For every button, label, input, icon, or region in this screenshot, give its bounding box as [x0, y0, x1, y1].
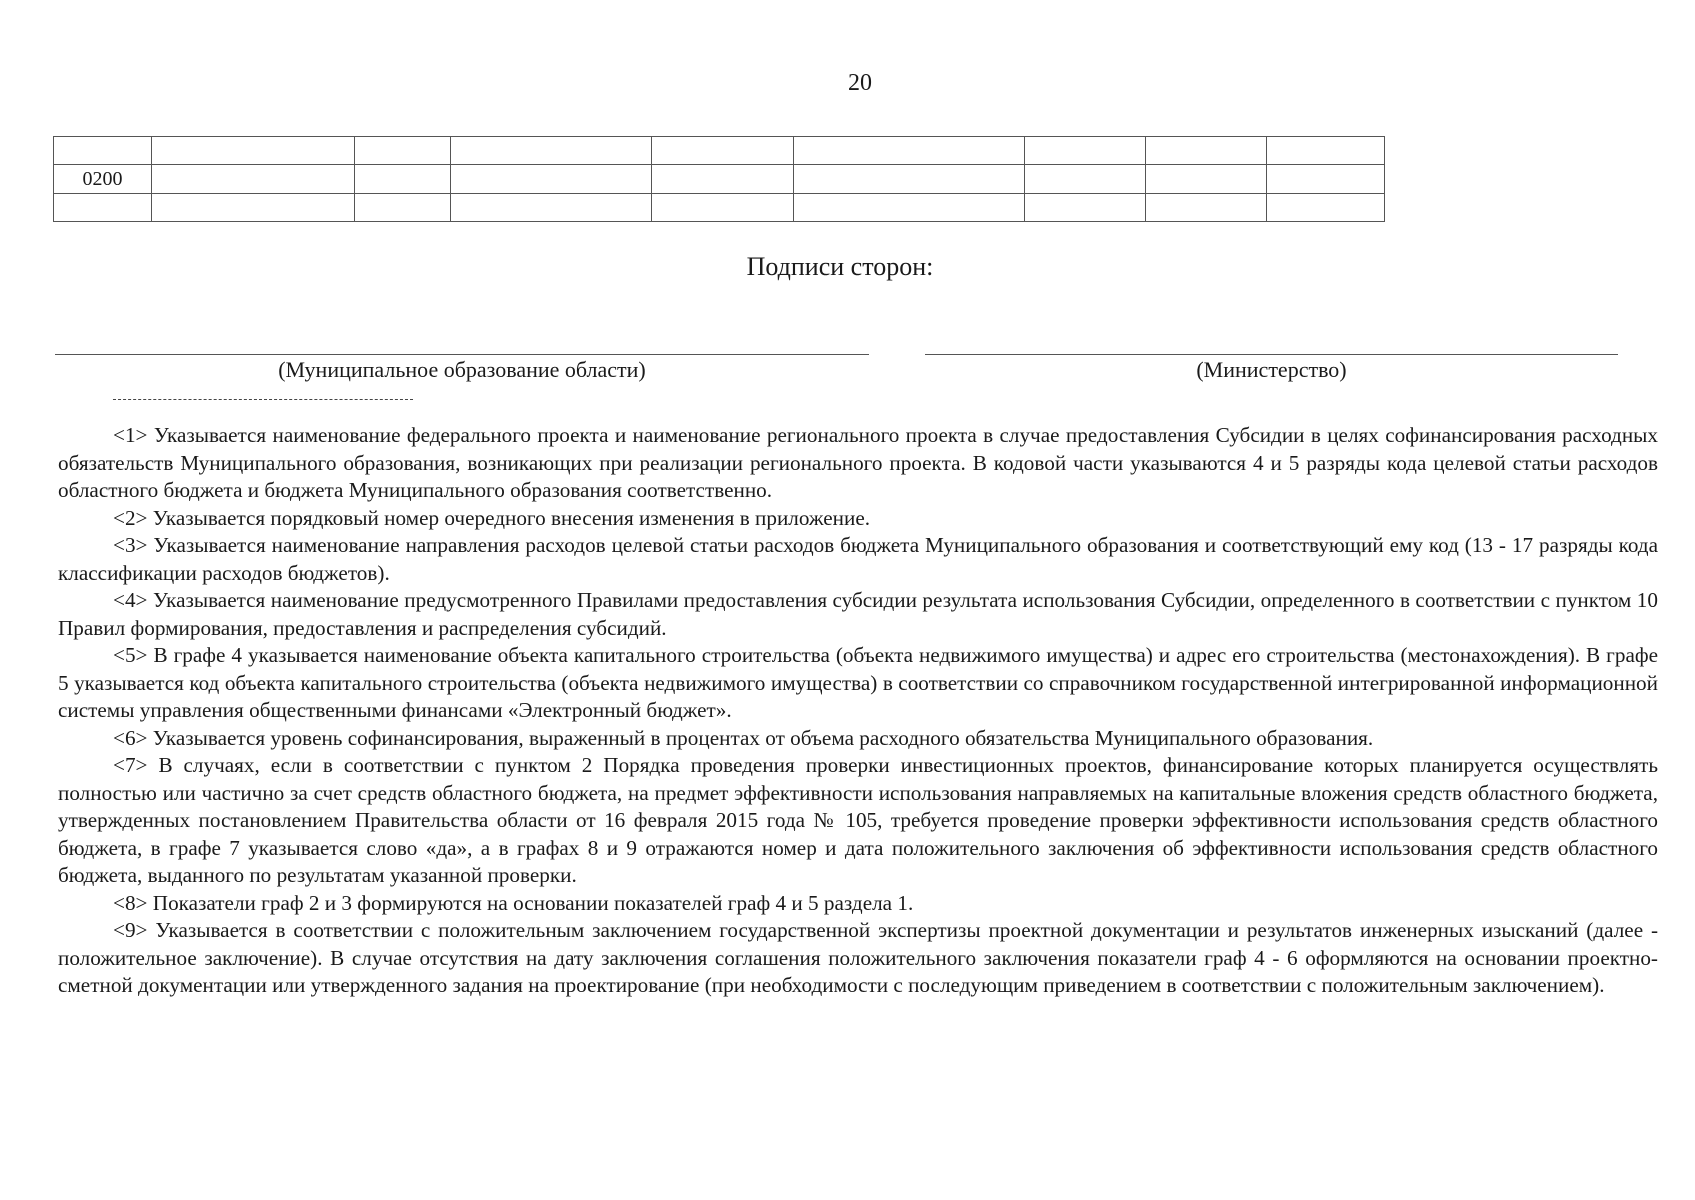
table-cell [450, 194, 651, 222]
footnote-3: <3> Указывается наименование направления расходов целевой статьи расходов бюджета Муниципального образования и соответствующий ему код (13 - 17 разряды кода классификации расходов бюджетов). [58, 533, 1658, 585]
table-cell [1266, 194, 1384, 222]
table-cell [1024, 165, 1145, 194]
footnote-1: <1> Указывается наименование федерального проекта и наименование регионального проекта в случае предоставления Субсидии в целях софинансирования расходных обязательств Муниципального образования, возникающих при реализации регионального проекта. В кодовой части указываются 4 и 5 разряды кода целевой статьи расходов областного бюджета и бюджета Муниципального образования соответственно. [58, 423, 1658, 502]
table-cell [652, 137, 794, 165]
table-cell [1266, 137, 1384, 165]
footnote-2: <2> Указывается порядковый номер очередного внесения изменения в приложение. [113, 505, 871, 530]
table-cell [652, 165, 794, 194]
signature-caption-ministry: (Министерство) [1196, 357, 1347, 382]
footnote-5: <5> В графе 4 указывается наименование объекта капитального строительства (объекта недвижимого имущества) и адрес его строительства (местонахождения). В графе 5 указывается код объекта капитального строительства (объекта недвижимого имущества) в соответствии со справочником государственной интегрированной информационной системы управления общественными финансами «Электронный бюджет». [58, 643, 1658, 722]
signatures-title: Подписи сторон: [746, 252, 934, 281]
signature-caption-municipality: (Муниципальное образование области) [278, 357, 646, 382]
table-cell [355, 194, 451, 222]
table-row [54, 165, 1385, 194]
table-row [54, 194, 1385, 222]
signature-line-municipality [55, 354, 869, 355]
table-cell [151, 194, 354, 222]
footnotes [58, 422, 1658, 1000]
table-cell [54, 194, 152, 222]
table-cell [1145, 137, 1266, 165]
table-fragment [53, 136, 1385, 222]
table-cell [1145, 194, 1266, 222]
table-cell [355, 165, 451, 194]
footnote-4: <4> Указывается наименование предусмотренного Правилами предоставления субсидии результата использования Субсидии, определенного в соответствии с пунктом 10 Правил формирования, предоставления и распределения субсидий. [58, 588, 1658, 640]
table-cell [355, 137, 451, 165]
page-number: 20 [848, 70, 872, 96]
row-code-cell: 0200 [54, 165, 152, 194]
footnote-separator [113, 399, 413, 400]
footnote-8: <8> Показатели граф 2 и 3 формируются на основании показателей граф 4 и 5 раздела 1. [113, 890, 914, 915]
table-row [54, 137, 1385, 165]
table-cell [1024, 137, 1145, 165]
footnote-7: <7> В случаях, если в соответствии с пунктом 2 Порядка проведения проверки инвестиционных проектов, финансирование которых планируется осуществлять полностью или частично за счет средств областного бюджета, на предмет эффективности использования направляемых на капитальные вложения средств областного бюджета, утвержденных постановлением Правительства области от 16 февраля 2015 года № 105, требуется проведение проверки эффективности использования средств областного бюджета, в графе 7 указывается слово «да», а в графах 8 и 9 отражаются номер и дата положительного заключения об эффективности использования средств областного бюджета, выданного по результатам указанной проверки. [58, 753, 1658, 887]
table-cell [151, 137, 354, 165]
table-cell [151, 165, 354, 194]
footnote-9: <9> Указывается в соответствии с положительным заключением государственной экспертизы проектной документации и результатов инженерных изысканий (далее - положительное заключение). В случае отсутствия на дату заключения соглашения положительного заключения показатели граф 4 - 6 оформляются на основании проектно-сметной документации или утвержденного задания на проектирование (при необходимости с последующим приведением в соответствии с положительным заключением). [58, 918, 1658, 997]
data-table [53, 136, 1385, 222]
signature-line-ministry [925, 354, 1618, 355]
table-cell [794, 165, 1025, 194]
table-cell [1145, 165, 1266, 194]
table-cell [1024, 194, 1145, 222]
table-cell [1266, 165, 1384, 194]
table-cell [450, 165, 651, 194]
footnote-6: <6> Указывается уровень софинансирования, выраженный в процентах от объема расходного обязательства Муниципального образования. [113, 725, 1374, 750]
table-cell [54, 137, 152, 165]
table-cell [794, 194, 1025, 222]
table-cell [450, 137, 651, 165]
table-cell [652, 194, 794, 222]
table-cell [794, 137, 1025, 165]
